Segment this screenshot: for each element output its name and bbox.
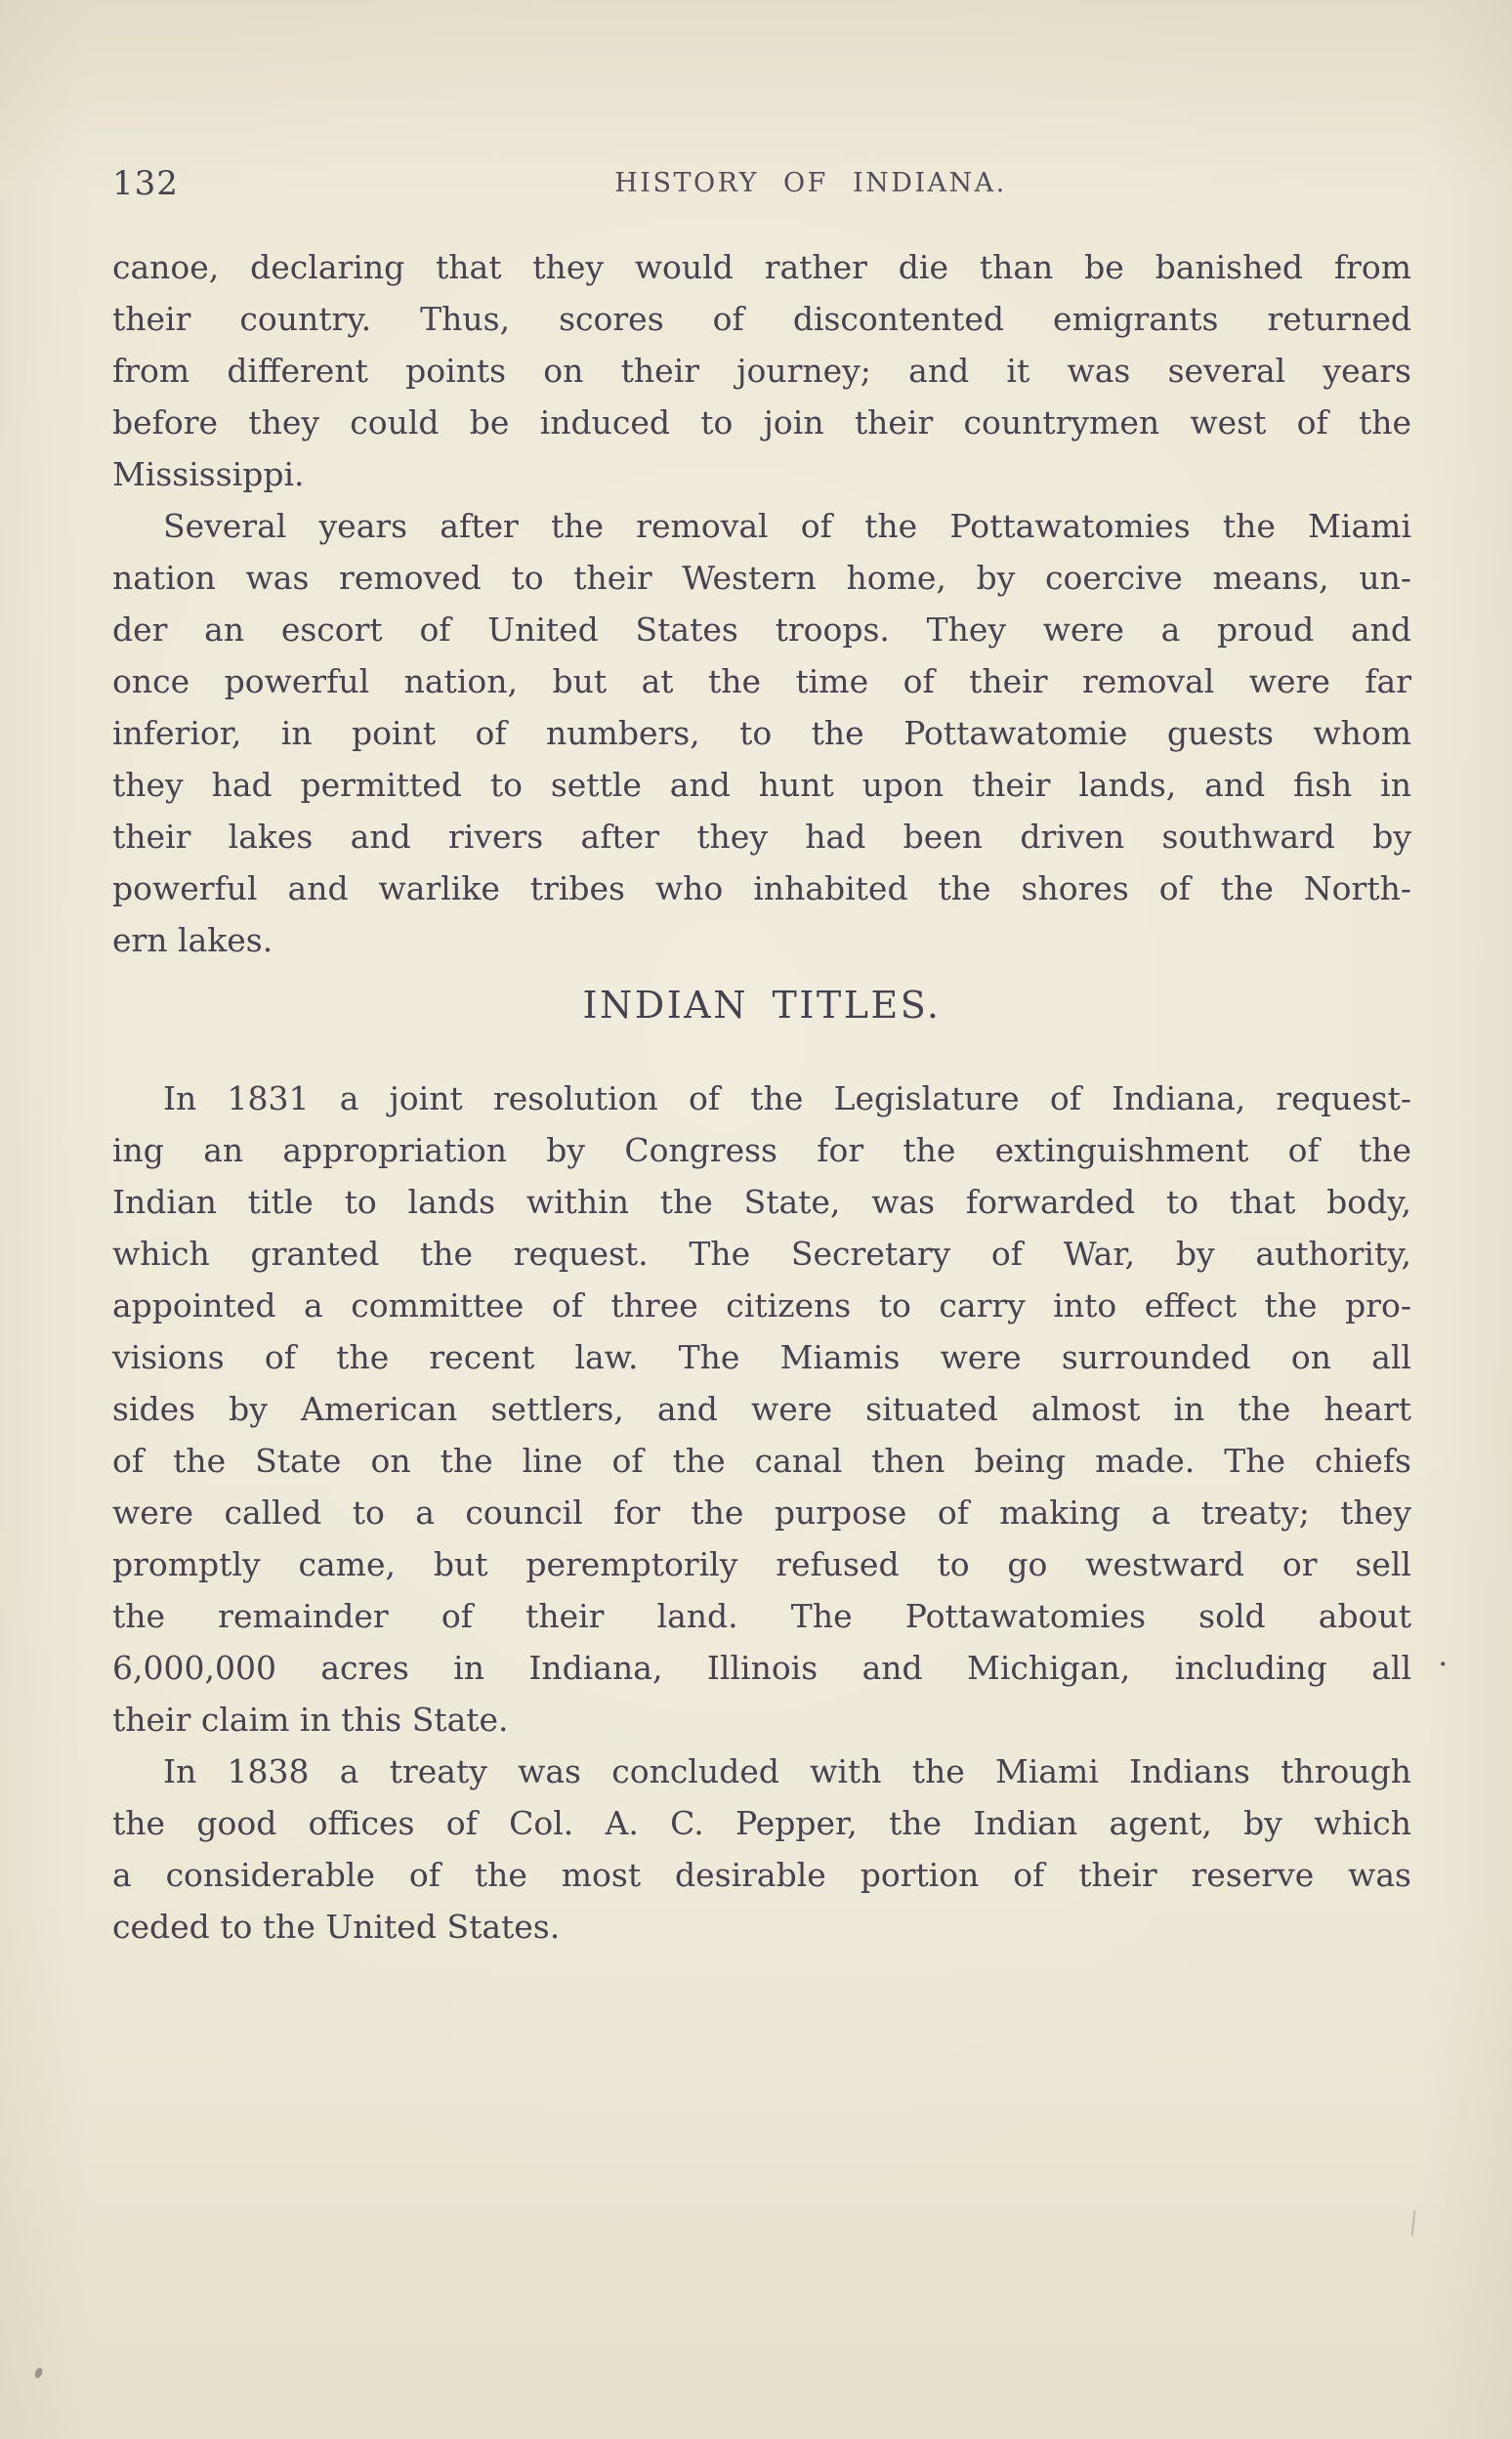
text-line: once powerful nation, but at the time of their removal were far [112, 662, 1411, 700]
text-line: In 1838 a treaty was concluded with the Miami Indians through [163, 1752, 1411, 1790]
running-title: HISTORY OF INDIANA. [614, 168, 1007, 198]
text-line: of the State on the line of the canal then being made. The chiefs [112, 1442, 1411, 1480]
text-line: powerful and warlike tribes who inhabited the shores of the North- [112, 869, 1411, 907]
scan-fiber-mark [1411, 2210, 1416, 2236]
text-line: Mississippi. [112, 455, 305, 493]
text-line: they had permitted to settle and hunt upon their lands, and fish in [112, 766, 1411, 804]
text-line: ing an appropriation by Congress for the extinguishment of the [112, 1131, 1411, 1169]
text-line: Several years after the removal of the Pottawatomies the Miami [163, 507, 1411, 545]
text-line: were called to a council for the purpose of making a treaty; they [112, 1493, 1411, 1532]
text-line: nation was removed to their Western home, by coercive means, un- [112, 559, 1411, 597]
text-line: inferior, in point of numbers, to the Pottawatomie guests whom [112, 714, 1411, 752]
header-title-wrap [0, 168, 1512, 198]
text-line: their lakes and rivers after they had been driven southward by [112, 818, 1411, 856]
paragraph [112, 1072, 1411, 1745]
text-line: 6,000,000 acres in Indiana, Illinois and Michigan, including all [112, 1649, 1411, 1687]
running-header [0, 164, 1512, 207]
text-line: der an escort of United States troops. They were a proud and [112, 610, 1411, 649]
text-line: the good offices of Col. A. C. Pepper, the Indian agent, by which [112, 1804, 1411, 1842]
page-number: 132 [112, 164, 179, 203]
paragraph [112, 241, 1411, 500]
paragraph [112, 500, 1411, 966]
text-line: ern lakes. [112, 921, 273, 959]
text-line: visions of the recent law. The Miamis were surrounded on all [112, 1338, 1411, 1376]
text-line: sides by American settlers, and were situated almost in the heart [112, 1390, 1411, 1428]
page-body-text [112, 241, 1411, 1953]
text-line: which granted the request. The Secretary of War, by authority, [112, 1235, 1411, 1273]
text-line: In 1831 a joint resolution of the Legislature of Indiana, request- [163, 1079, 1411, 1117]
text-line: appointed a committee of three citizens to carry into effect the pro- [112, 1286, 1411, 1325]
text-line: ceded to the United States. [112, 1908, 561, 1946]
scan-speck [33, 2367, 43, 2379]
paragraph [112, 1745, 1411, 1953]
text-line: their country. Thus, scores of discontented emigrants returned [112, 300, 1411, 338]
text-line: Indian title to lands within the State, was forwarded to that body, [112, 1183, 1411, 1221]
text-line: from different points on their journey; and it was several years [112, 352, 1411, 390]
text-line: their claim in this State. [112, 1701, 509, 1739]
text-line: before they could be induced to join their countrymen west of the [112, 403, 1411, 442]
text-line: a considerable of the most desirable portion of their reserve was [112, 1856, 1411, 1894]
text-line: the remainder of their land. The Pottawatomies sold about [112, 1597, 1411, 1635]
text-line: canoe, declaring that they would rather die than be banished from [112, 248, 1411, 286]
text-line: promptly came, but peremptorily refused to go westward or sell [112, 1545, 1411, 1583]
section-heading: INDIAN TITLES. [582, 984, 942, 1027]
stray-ink-dot: . [1438, 1635, 1449, 1673]
